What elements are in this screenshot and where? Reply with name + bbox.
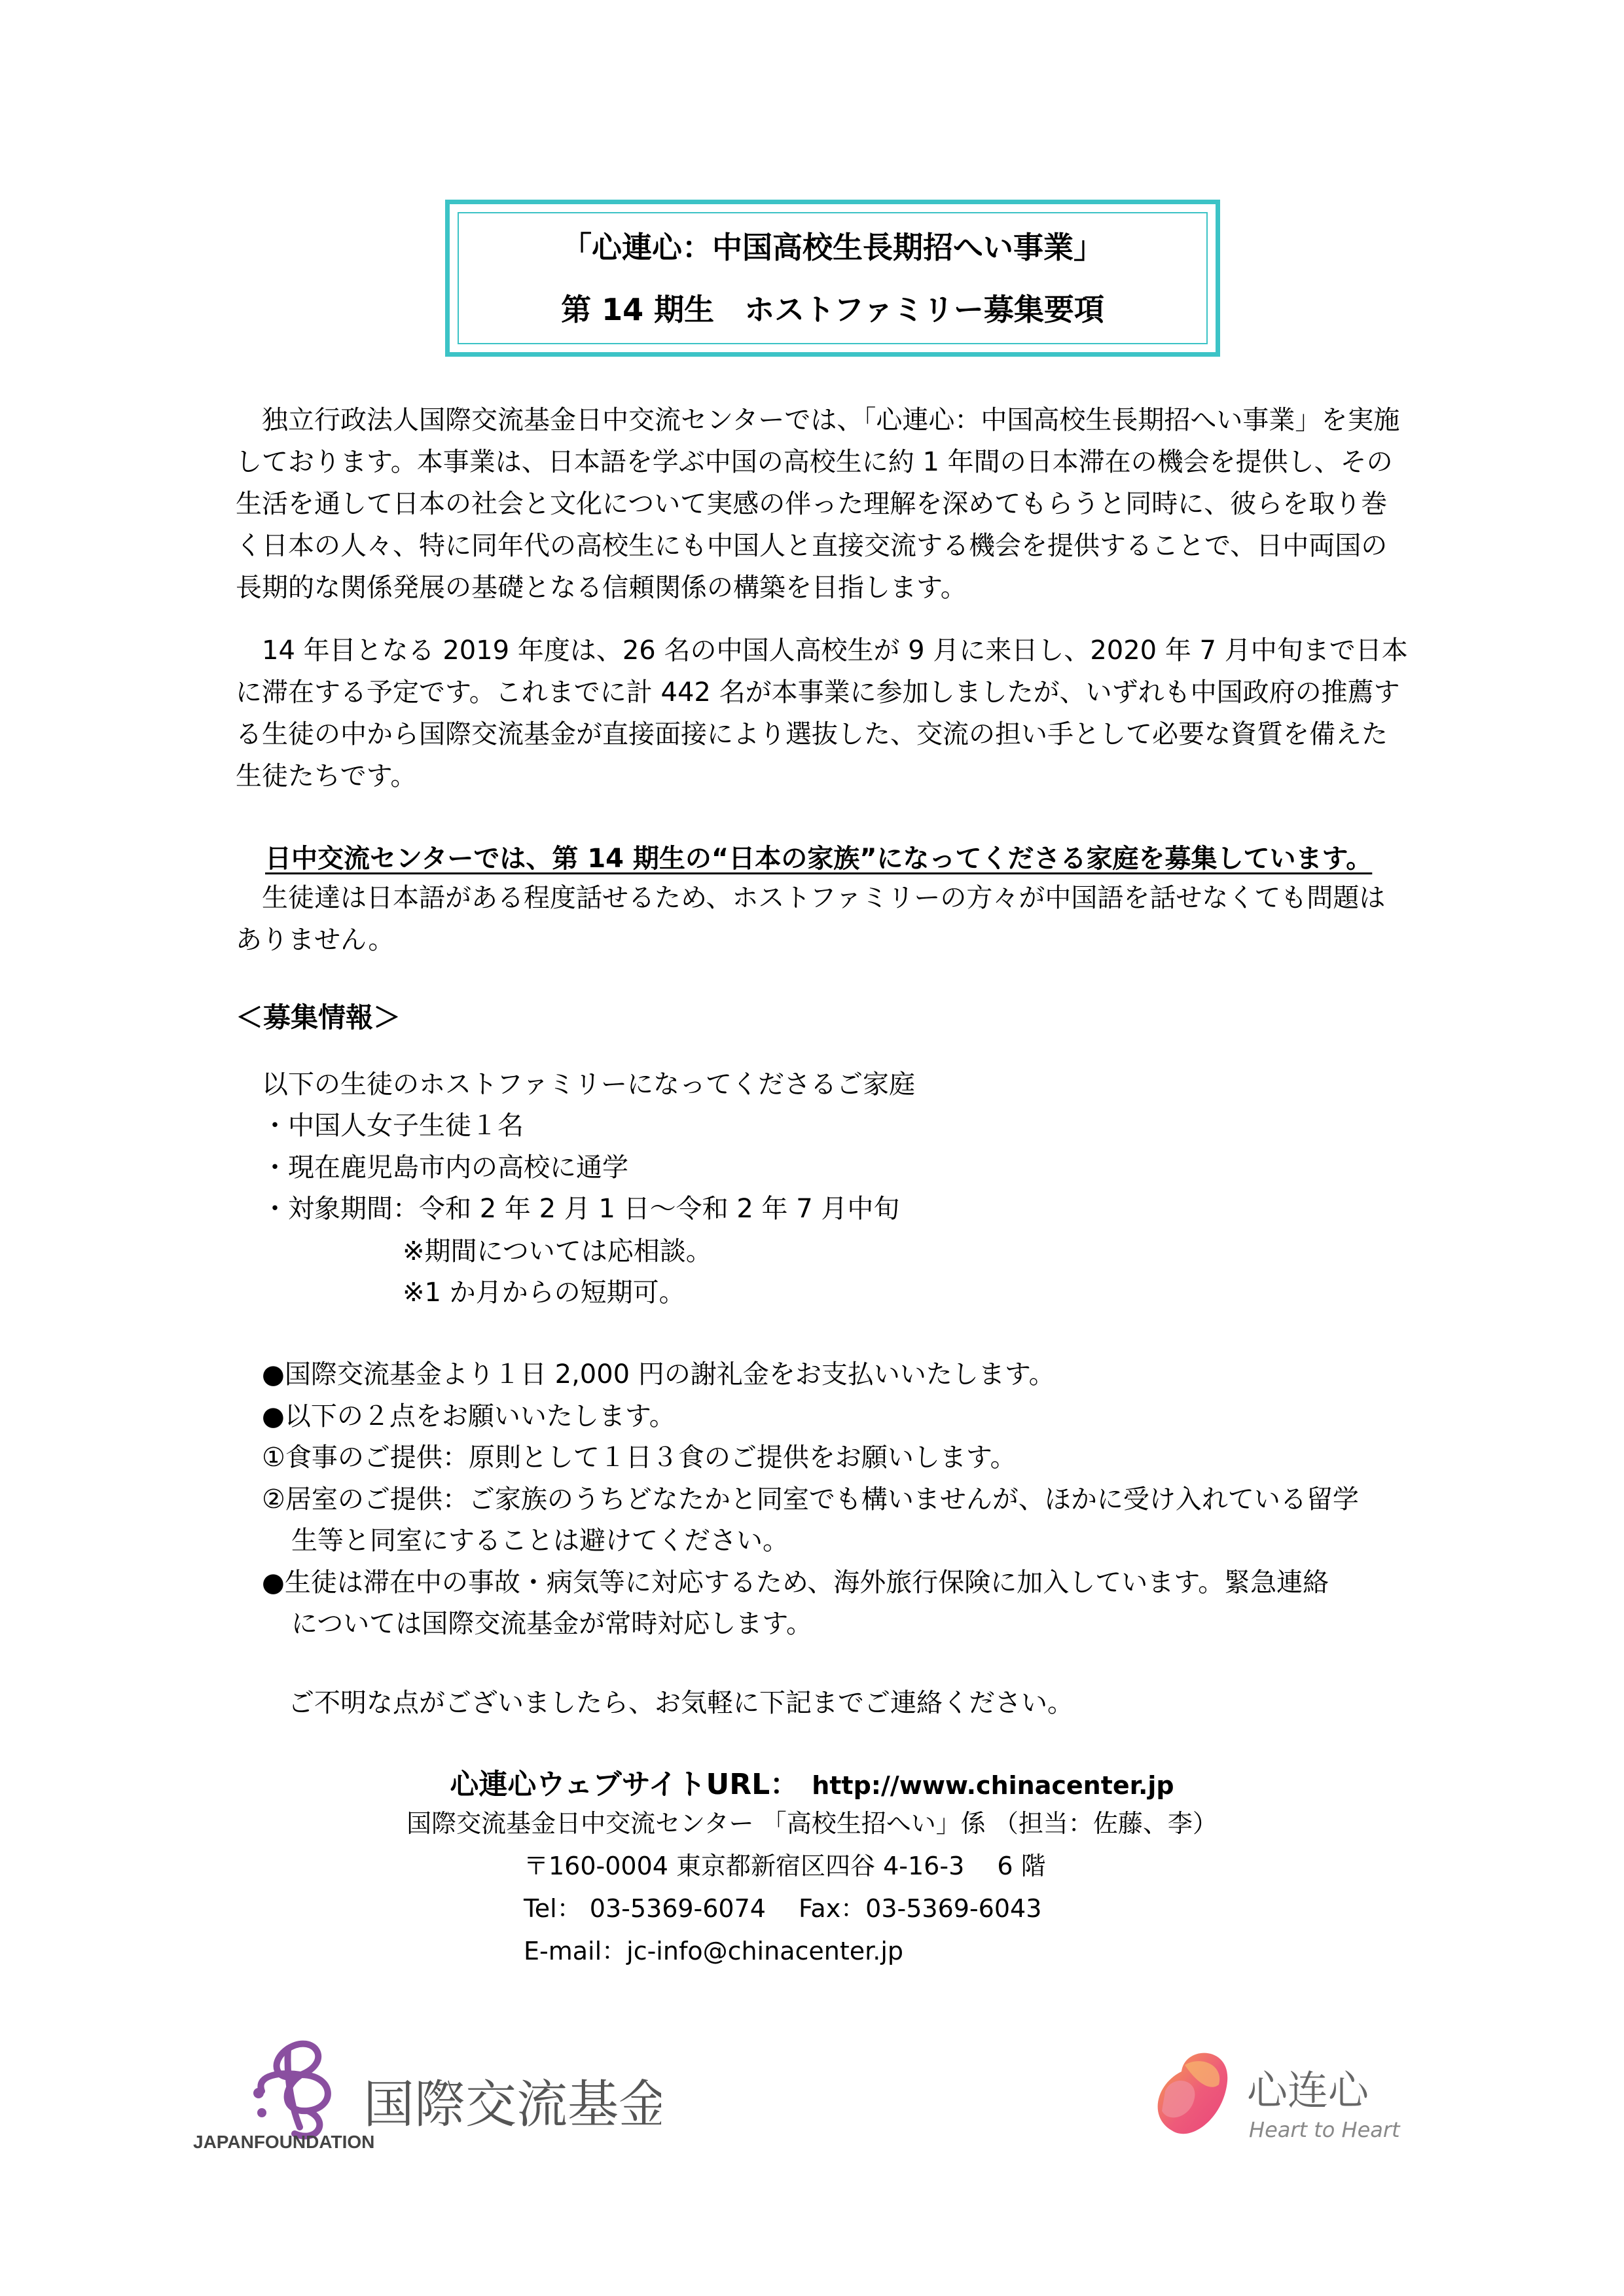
info-item-2: ・現在鹿児島市内の高校に通学 — [262, 1153, 628, 1183]
info-note-2: ※1 か月からの短期可。 — [403, 1278, 685, 1308]
kk-en-text: Heart to Heart — [1249, 2117, 1400, 2142]
website-line — [0, 1761, 1624, 1803]
website-label: 心連心ウェブサイトURL： — [450, 1768, 799, 1801]
condition-3: ①食事のご提供：原則として１日３食のご提供をお願いします。 — [262, 1443, 1017, 1473]
heart-to-heart-emblem-icon — [1146, 2045, 1420, 2157]
jf-en-text: JAPANFOUNDATION — [193, 2132, 375, 2152]
jf-ja-text: 国際交流基金 — [363, 2075, 661, 2134]
contact-phone-fax: Tel： 03-5369-6074 Fax：03-5369-6043 — [524, 1894, 1042, 1923]
info-heading: ＜募集情報＞ — [236, 1001, 401, 1033]
heart-to-heart-logo — [1146, 2045, 1420, 2159]
contact-address: 〒160-0004 東京都新宿区四谷 4-16-3 6 階 — [524, 1852, 1046, 1880]
condition-5-line-1: ●生徒は滞在中の事故・病気等に対応するため、海外旅行保険に加入しています。緊急連絡 — [262, 1568, 1329, 1598]
info-item-1: ・中国人女子生徒１名 — [262, 1111, 524, 1141]
condition-2: ●以下の２点をお願いいたします。 — [262, 1401, 676, 1431]
japan-foundation-emblem-icon — [190, 2036, 661, 2153]
intro-paragraph-1: 独立行政法人国際交流基金日中交流センターでは、「心連心：中国高校生長期招へい事業」を実施しております。本事業は、日本語を学ぶ中国の高校生に約 1 年間の日本滞在の機会を提供し、その生活を通して日本の社会と文化について実感の伴った理解を深めてもらうと同時に、彼らを取り巻く日本の人々、特に同年代の高校生にも中国人と直接交流する機会を提供することで、日中両国の長期的な関係発展の基礎となる信頼関係の構築を目指します。 — [236, 405, 1400, 603]
contact-organization: 国際交流基金日中交流センター 「高校生招へい」係 （担当：佐藤、李） — [406, 1809, 1218, 1838]
intro-paragraph-2: 14 年目となる 2019 年度は、26 名の中国人高校生が 9 月に来日し、2020 年 7 月中旬まで日本に滞在する予定です。これまでに計 442 名が本事業に参加しましたが、いずれも中国政府の推薦する生徒の中から国際交流基金が直接面接により選抜した、交流の担い手として必要な資質を備えた生徒たちです。 — [236, 636, 1408, 791]
info-item-3: ・対象期間：令和 2 年 2 月 1 日～令和 2 年 7 月中旬 — [262, 1194, 900, 1224]
japan-foundation-logo — [190, 2036, 661, 2156]
kk-ja-text: 心连心 — [1247, 2066, 1369, 2114]
recruit-note: 生徒達は日本語がある程度話せるため、ホストファミリーの方々が中国語を話せなくても問題はありません。 — [236, 883, 1386, 955]
inquiry-text: ご不明な点がございましたら、お気軽に下記までご連絡ください。 — [288, 1688, 1074, 1718]
title-line-2: 第 14 期生 ホストファミリー募集要項 — [561, 292, 1104, 327]
condition-4-line-1: ②居室のご提供：ご家族のうちどなたかと同室でも構いませんが、ほかに受け入れている留学 — [262, 1484, 1359, 1515]
website-url-link[interactable]: http://www.chinacenter.jp — [812, 1771, 1174, 1800]
info-lead: 以下の生徒のホストファミリーになってくださるご家庭 — [262, 1069, 915, 1100]
info-note-1: ※期間については応相談。 — [403, 1236, 712, 1266]
recruit-headline: 日中交流センターでは、第 14 期生の“日本の家族”になってくださる家庭を募集しています。 — [265, 844, 1373, 874]
condition-4-line-2: 生等と同室にすることは避けてください。 — [291, 1526, 789, 1556]
condition-1: ●国際交流基金より１日 2,000 円の謝礼金をお支払いいたします。 — [262, 1359, 1055, 1390]
title-line-1: 「心連心：中国高校生長期招へい事業」 — [562, 230, 1104, 265]
title-frame — [445, 200, 1220, 357]
contact-email-link[interactable]: E-mail：jc-info@chinacenter.jp — [524, 1937, 904, 1965]
condition-5-line-2: については国際交流基金が常時対応します。 — [291, 1609, 812, 1639]
